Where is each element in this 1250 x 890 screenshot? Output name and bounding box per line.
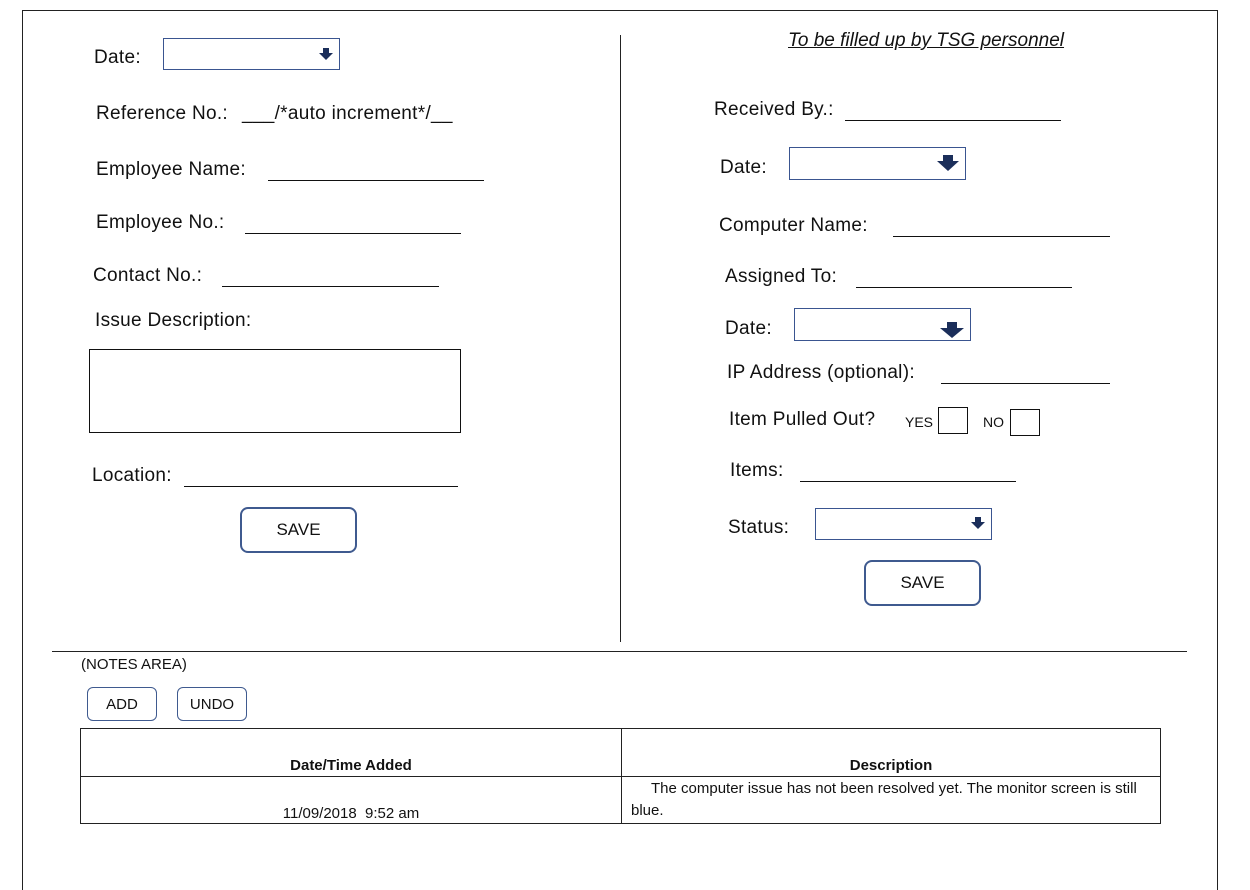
chevron-down-icon (319, 47, 333, 61)
no-checkbox[interactable] (1010, 409, 1040, 436)
date-label: Date: (94, 47, 141, 68)
computer-name-label: Computer Name: (719, 215, 868, 236)
employee-name-field[interactable] (268, 162, 484, 181)
notes-divider (52, 651, 1187, 652)
location-field[interactable] (184, 468, 458, 487)
reference-label: Reference No.: (96, 103, 228, 124)
notes-area-label: (NOTES AREA) (81, 656, 187, 673)
right-save-button[interactable]: SAVE (864, 560, 981, 606)
column-divider (620, 35, 621, 642)
contact-no-label: Contact No.: (93, 265, 203, 286)
note-description: The computer issue has not been resolved yet. The monitor screen is still blue. (622, 777, 1161, 824)
chevron-down-icon (971, 516, 985, 530)
reference-value: ___/*auto increment*/__ (242, 103, 453, 124)
issue-description-label: Issue Description: (95, 310, 252, 331)
column-header-description: Description (622, 729, 1161, 777)
add-note-button[interactable]: ADD (87, 687, 157, 721)
computer-name-field[interactable] (893, 218, 1110, 237)
employee-no-label: Employee No.: (96, 212, 225, 233)
item-pulled-out-label: Item Pulled Out? (729, 409, 876, 430)
yes-checkbox[interactable] (938, 407, 968, 434)
assigned-date-dropdown[interactable] (794, 308, 971, 341)
undo-note-button[interactable]: UNDO (177, 687, 247, 721)
assigned-to-label: Assigned To: (725, 266, 838, 287)
tsg-heading: To be filled up by TSG personnel (788, 30, 1065, 51)
chevron-down-icon (940, 321, 964, 339)
items-field[interactable] (800, 463, 1016, 482)
date-dropdown[interactable] (163, 38, 340, 70)
received-by-field[interactable] (845, 102, 1061, 121)
employee-no-field[interactable] (245, 215, 461, 234)
yes-label: YES (905, 414, 934, 430)
notes-header-row (81, 729, 1161, 777)
status-dropdown[interactable] (815, 508, 992, 540)
date-label-2: Date: (720, 157, 767, 178)
notes-table (80, 728, 1161, 824)
table-row[interactable] (81, 777, 1161, 824)
received-by-label: Received By.: (714, 99, 834, 120)
items-label: Items: (730, 460, 784, 481)
location-label: Location: (92, 465, 172, 486)
column-header-date-time: Date/Time Added (81, 729, 622, 777)
assigned-to-field[interactable] (856, 269, 1072, 288)
no-label: NO (983, 414, 1004, 430)
issue-description-input[interactable] (89, 349, 461, 433)
ip-address-label: IP Address (optional): (727, 362, 915, 383)
date-label-3: Date: (725, 318, 772, 339)
received-date-dropdown[interactable] (789, 147, 966, 180)
chevron-down-icon (937, 154, 959, 172)
note-date-time: 11/09/2018 9:52 am (81, 777, 622, 824)
status-label: Status: (728, 517, 790, 538)
employee-name-label: Employee Name: (96, 159, 246, 180)
left-save-button[interactable]: SAVE (240, 507, 357, 553)
ip-address-field[interactable] (941, 365, 1110, 384)
contact-no-field[interactable] (222, 268, 439, 287)
